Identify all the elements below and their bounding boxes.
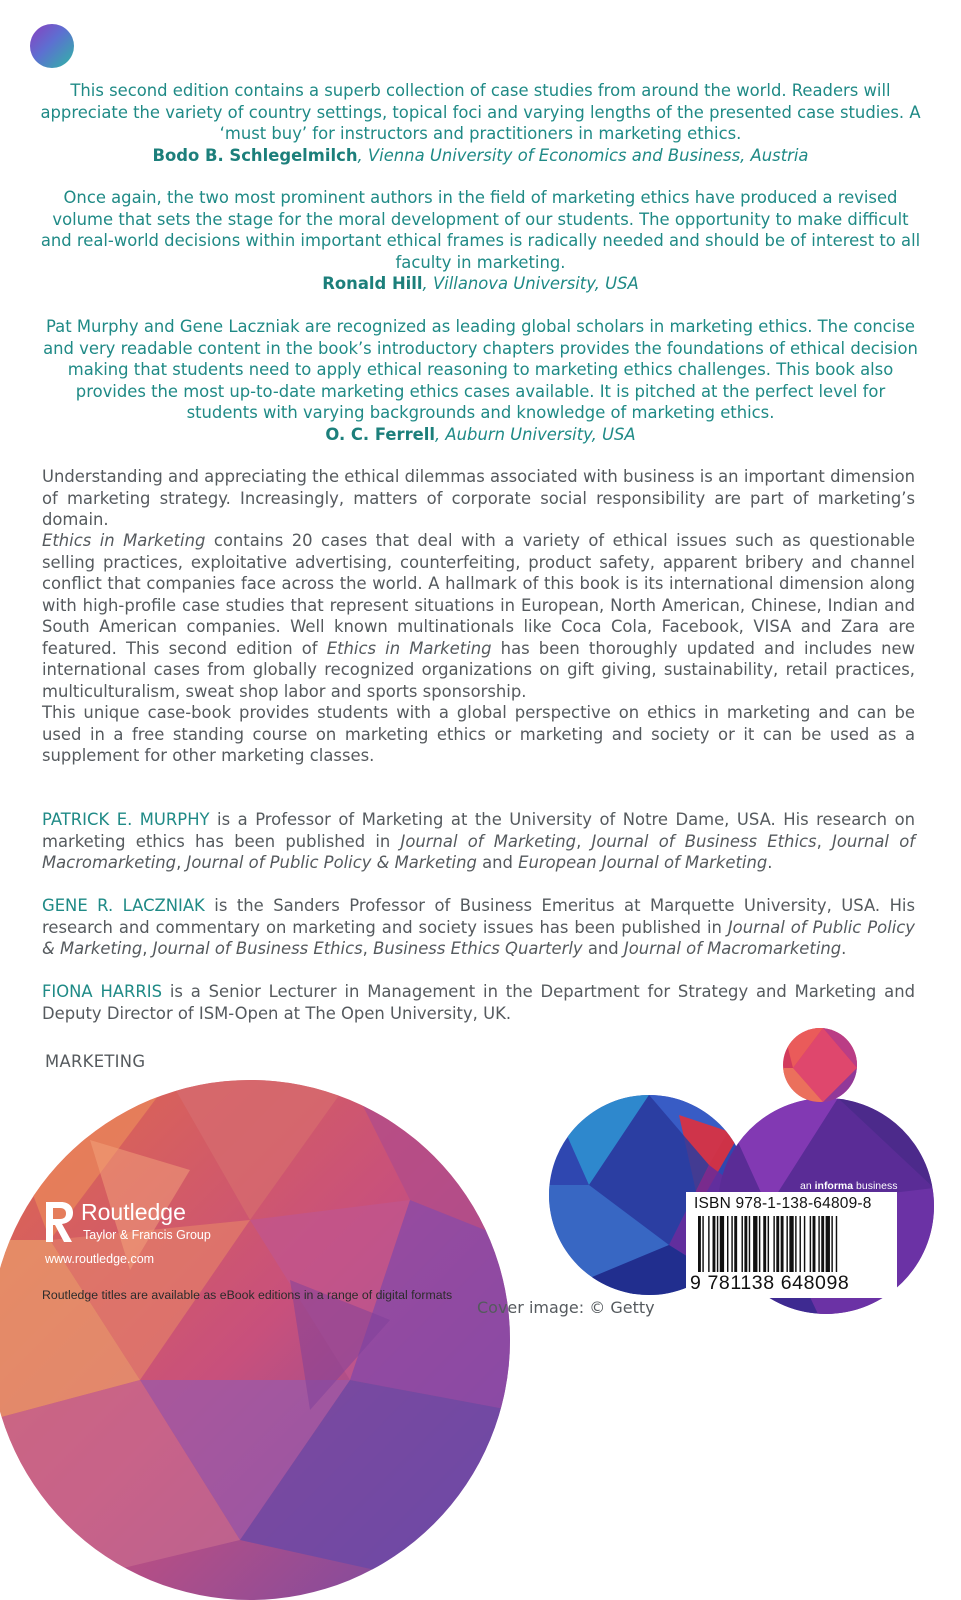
quote-attribution xyxy=(38,273,923,295)
decorative-circle-large xyxy=(0,1080,510,1600)
author-name: GENE R. LACZNIAK xyxy=(42,896,205,915)
decorative-circle-small xyxy=(783,1028,857,1102)
publisher-name: Routledge xyxy=(81,1199,186,1225)
quote-author: Ronald Hill xyxy=(322,274,423,293)
geometric-pattern xyxy=(783,1028,857,1102)
quote-text: Once again, the two most prominent authors in the field of marketing ethics have produced a revised volume that sets the stage for the moral development of our students. The opportunity to make difficult and real-world decisions within important ethical frames is radically needed and should be of interest to all faculty in marketing. xyxy=(40,188,921,272)
quote-affiliation: , Villanova University, USA xyxy=(422,274,639,293)
endorsement-quote-1 xyxy=(38,80,923,166)
publisher-group: Taylor & Francis Group xyxy=(83,1228,211,1242)
author-bio-harris: FIONA HARRIS is a Senior Lecturer in Management in the Department for Strategy and Marketing and Deputy Director of ISM-Open at The Open University, UK. xyxy=(42,982,915,1023)
description-paragraph-3: This unique case-book provides students with a global perspective on ethics in marketing and can be used in a free standing course on marketing ethics or marketing and society or it can be used as a supplement for other marketing classes. xyxy=(42,703,915,765)
quote-author: Bodo B. Schlegelmilch xyxy=(152,145,358,165)
description-paragraph-2: Ethics in Marketing contains 20 cases that deal with a variety of ethical issues such as questionable selling practices, exploitative advertising, counterfeiting, product safety, apparent bribery and channel conflict that companies face across the world. A hallmark of this book is its international dimension along with high-profile case studies that represent situations in European, North American, Chinese, Indian and South American companies. Well known multinationals like Coca Cola, Facebook, VISA and Zara are featured. This second edition of Ethics in Marketing has been thoroughly updated and includes new international cases from globally recognized organizations on gift giving, sustainability, retail practices, multiculturalism, sweat shop labor and sports sponsorship. xyxy=(42,531,915,701)
quote-attribution xyxy=(38,424,923,446)
endorsement-quote-3 xyxy=(38,316,923,445)
quote-author: O. C. Ferrell xyxy=(325,424,436,444)
description-paragraph-1: Understanding and appreciating the ethical dilemmas associated with business is an important dimension of marketing strategy. Increasingly, matters of corporate social responsibility are part of marketing’s domain. xyxy=(42,467,915,529)
quote-attribution xyxy=(38,145,923,167)
author-name: PATRICK E. MURPHY xyxy=(42,810,210,829)
quote-text: This second edition contains a superb collection of case studies from around the world. Readers will appreciate the variety of country settings, topical foci and varying lengths of the presented case studies. A ‘must buy’ for instructors and practitioners in marketing ethics. xyxy=(40,81,921,143)
ebook-note: Routledge titles are available as eBook editions in a range of digital formats xyxy=(42,1288,453,1302)
book-title: Ethics in Marketing xyxy=(42,531,206,550)
subject-category: MARKETING xyxy=(45,1052,146,1071)
corner-decoration xyxy=(30,24,74,68)
isbn-barcode xyxy=(686,1192,897,1298)
cover-image-credit: Cover image: © Getty xyxy=(477,1298,655,1317)
author-bio-laczniak: GENE R. LACZNIAK is the Sanders Professor of Business Emeritus at Marquette University, USA. His research and commentary on marketing and society issues has been published in Journal of Public Policy & Marketing, Journal of Business Ethics, Business Ethics Quarterly and Journal of Macromarketing. xyxy=(42,896,915,958)
author-name: FIONA HARRIS xyxy=(42,982,163,1001)
isbn-label: ISBN 978-1-138-64809-8 xyxy=(694,1195,872,1212)
quote-affiliation: , Vienna University of Economics and Business, Austria xyxy=(357,145,809,165)
book-title: Ethics in Marketing xyxy=(326,638,492,658)
quote-text: Pat Murphy and Gene Laczniak are recognized as leading global scholars in marketing ethics. The concise and very readable content in the book’s introductory chapters provides the foundations of ethical decision making that students need to apply ethical reasoning to marketing ethics challenges. This book also provides the most up-to-date marketing ethics cases available. It is pitched at the perfect level for students with varying backgrounds and knowledge of marketing ethics. xyxy=(43,317,918,422)
endorsement-quote-2 xyxy=(38,187,923,295)
author-bio-murphy: PATRICK E. MURPHY is a Professor of Marketing at the University of Notre Dame, USA. His research on marketing ethics has been published in Journal of Marketing, Journal of Business Ethics, Journal of Macromarketing, Journal of Public Policy & Marketing and European Journal of Marketing. xyxy=(42,810,916,872)
publisher-url: www.routledge.com xyxy=(45,1252,155,1266)
informa-tagline: an informa business xyxy=(800,1180,898,1192)
quote-affiliation: , Auburn University, USA xyxy=(435,424,636,444)
routledge-r-icon xyxy=(43,1200,75,1244)
barcode-digits: 9 781138 648098 xyxy=(690,1272,850,1294)
geometric-pattern xyxy=(0,1080,510,1600)
